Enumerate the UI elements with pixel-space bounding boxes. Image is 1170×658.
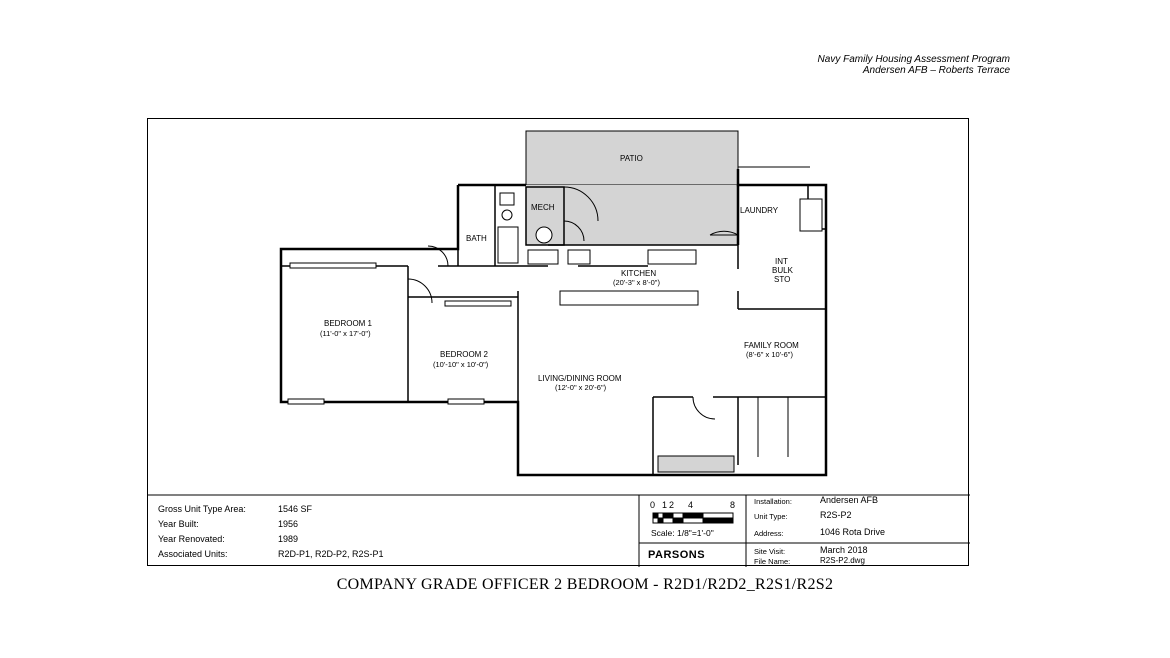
file-name-value: R2S-P2.dwg [820, 556, 865, 565]
bath-label: BATH [466, 234, 487, 243]
site-visit-value: March 2018 [820, 545, 868, 555]
drawing-sheet [147, 118, 969, 566]
associated-units-value: R2D-P1, R2D-P2, R2S-P1 [278, 549, 384, 559]
year-built-label: Year Built: [158, 519, 199, 529]
associated-units-label: Associated Units: [158, 549, 228, 559]
installation-label: Installation: [754, 497, 792, 506]
family-room-dimensions: (8'-6" x 10'-6") [746, 350, 793, 359]
laundry-label: LAUNDRY [740, 206, 779, 215]
int-bulk-label-1: INT [775, 257, 788, 266]
kitchen-dimensions: (20'-3" x 8'-0") [613, 278, 660, 287]
installation-value: Andersen AFB [820, 495, 879, 505]
year-renovated-label: Year Renovated: [158, 534, 225, 544]
unit-type-value: R2S-P2 [820, 510, 852, 520]
file-name-label: File Name: [754, 557, 791, 566]
parsons-logo: PARSONS [648, 549, 706, 561]
bedroom1-label: BEDROOM 1 [324, 319, 373, 328]
unit-type-label: Unit Type: [754, 512, 788, 521]
patio-label: PATIO [620, 154, 643, 163]
scale-tick-1: 1 [662, 500, 668, 510]
living-dining-dimensions: (12'-0" x 20'-6") [555, 383, 607, 392]
bedroom2-label: BEDROOM 2 [440, 350, 489, 359]
site-subtitle: Andersen AFB – Roberts Terrace [862, 65, 1010, 76]
scale-tick-4: 4 [688, 500, 694, 510]
drawing-caption: COMPANY GRADE OFFICER 2 BEDROOM - R2D1/R2D2_R2S1/R2S2 [336, 576, 834, 593]
scale-text: Scale: 1/8"=1'-0" [651, 528, 714, 538]
living-dining-label: LIVING/DINING ROOM [538, 374, 622, 383]
program-title: Navy Family Housing Assessment Program [817, 54, 1010, 65]
scale-tick-2: 2 [669, 500, 675, 510]
int-bulk-label-3: STO [774, 275, 791, 284]
kitchen-label: KITCHEN [621, 269, 657, 278]
mech-label: MECH [531, 203, 555, 212]
gross-area-label: Gross Unit Type Area: [158, 504, 246, 514]
year-renovated-value: 1989 [278, 534, 299, 544]
scale-tick-0: 0 [650, 500, 656, 510]
int-bulk-label-2: BULK [772, 266, 793, 275]
bedroom1-dimensions: (11'-0" x 17'-0") [320, 329, 371, 338]
address-label: Address: [754, 529, 784, 538]
year-built-value: 1956 [278, 519, 299, 529]
bedroom2-dimensions: (10'-10" x 10'-0") [433, 360, 489, 369]
family-room-label: FAMILY ROOM [744, 341, 799, 350]
address-value: 1046 Rota Drive [820, 527, 886, 537]
gross-area-value: 1546 SF [278, 504, 313, 514]
site-visit-label: Site Visit: [754, 547, 786, 556]
scale-tick-8: 8 [730, 500, 736, 510]
